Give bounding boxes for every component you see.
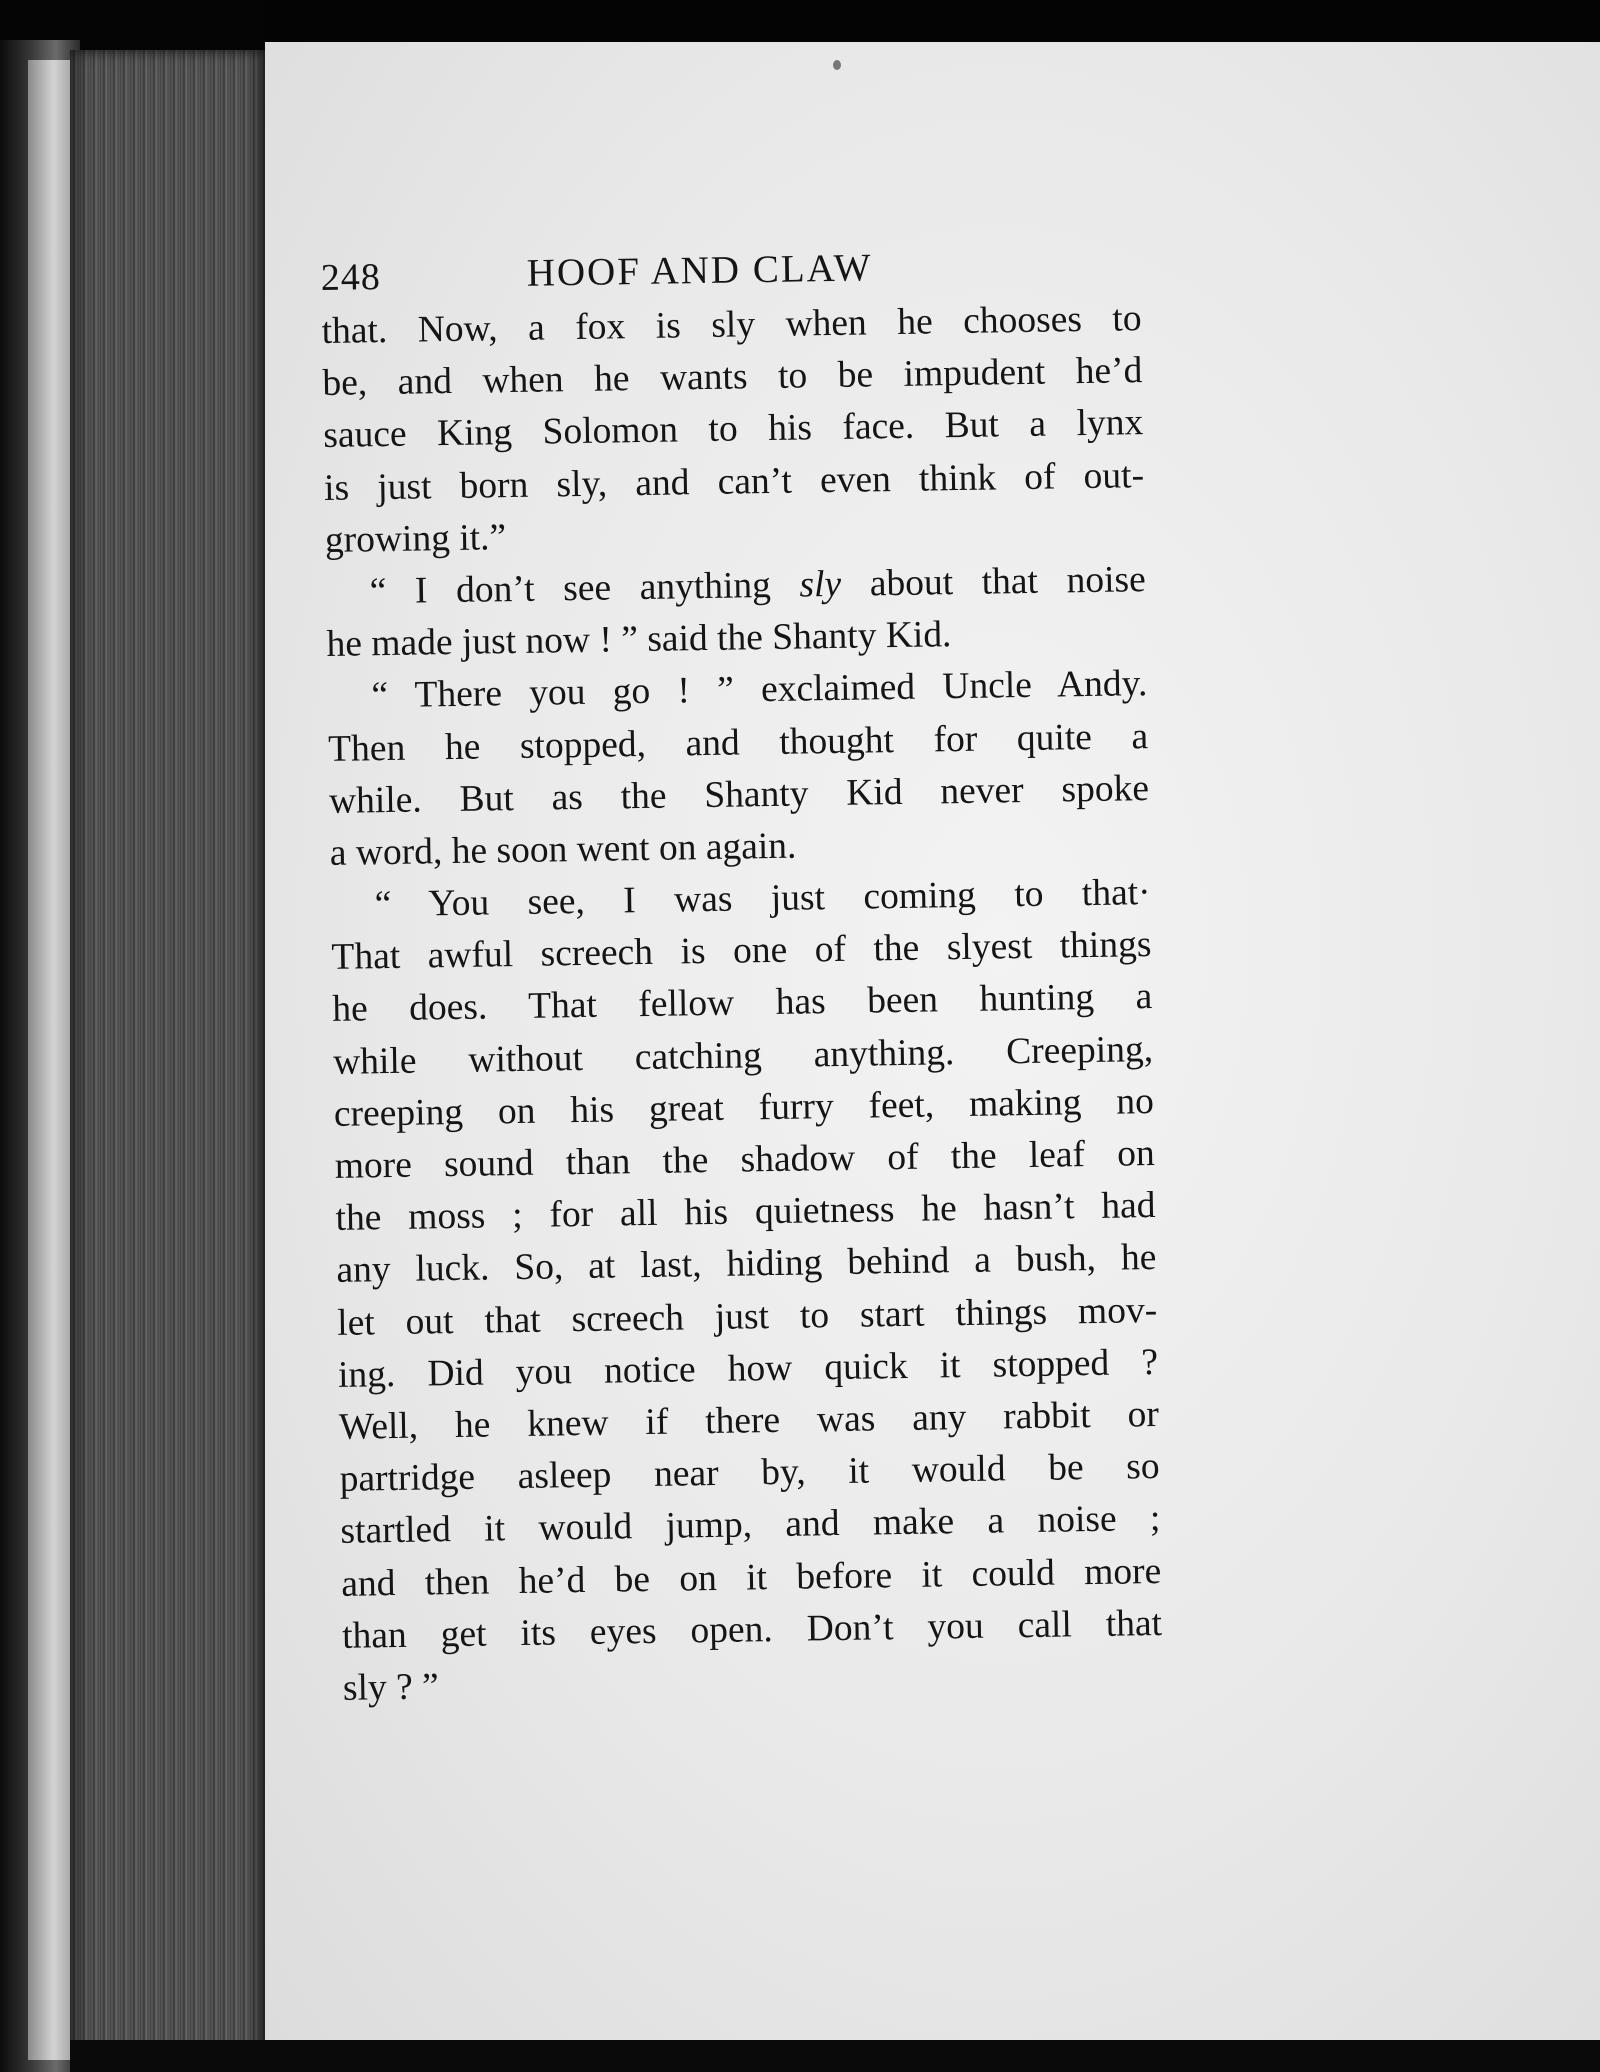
text-line: “ I don’t see anything sly about that noise <box>369 559 1146 613</box>
page-text-block <box>320 213 1183 1715</box>
text-line: he does. That fellow has been hunting a <box>331 976 1153 1031</box>
text-line: let out that screech just to start things mov- <box>336 1289 1158 1344</box>
text-line: creeping on his great furry feet, making no <box>333 1080 1155 1135</box>
text-line: “ There you go ! ” exclaimed Uncle Andy. <box>371 663 1148 717</box>
text-line: while. But as the Shanty Kid never spoke <box>328 767 1150 822</box>
text-line: ing. Did you notice how quick it stopped ? <box>337 1341 1159 1396</box>
text-line: than get its eyes open. Don’t you call that <box>341 1602 1163 1657</box>
text-line: partridge asleep near by, it would be so <box>339 1446 1160 1500</box>
text-line: more sound than the shadow of the leaf on <box>334 1133 1155 1187</box>
text-line: Then he stopped, and thought for quite a <box>327 715 1149 770</box>
text-line: sly ? ” <box>342 1666 440 1709</box>
page-number: 248 <box>320 256 382 299</box>
text-line: that. Now, a fox is sly when he chooses to <box>321 298 1142 352</box>
text-line: he made just now ! ” said the Shanty Kid. <box>326 614 952 666</box>
text-line: any luck. So, at last, hiding behind a bush, he <box>336 1237 1157 1292</box>
text-line: sauce King Solomon to his face. But a lynx <box>322 402 1144 457</box>
text-line: startled it would jump, and make a noise ; <box>340 1498 1161 1553</box>
text-line: while without catching anything. Creeping, <box>332 1028 1154 1083</box>
text-line: and then he’d be on it before it could more <box>341 1550 1162 1605</box>
text-line: is just born sly, and can’t even think of out- <box>323 454 1145 509</box>
text-line: Well, he knew if there was any rabbit or <box>338 1393 1160 1448</box>
bottom-shadow <box>70 2040 1600 2072</box>
body-text <box>321 293 1183 1715</box>
text-line: a word, he soon went on again. <box>329 825 797 874</box>
book-cover-edge <box>28 60 70 2060</box>
running-head: HOOF AND CLAW <box>526 246 873 295</box>
text-line: growing it.” <box>324 516 507 561</box>
page-stack-edge <box>70 50 270 2060</box>
text-line: “ You see, I was just coming to that· <box>374 872 1151 926</box>
text-line: the moss ; for all his quietness he hasn’t had <box>335 1185 1156 1240</box>
text-line: That awful screech is one of the slyest things <box>331 924 1152 979</box>
top-shadow <box>265 0 1600 46</box>
text-line: be, and when he wants to be impudent he’d <box>322 350 1143 405</box>
page-header <box>320 213 1161 306</box>
ink-speck <box>833 60 841 70</box>
